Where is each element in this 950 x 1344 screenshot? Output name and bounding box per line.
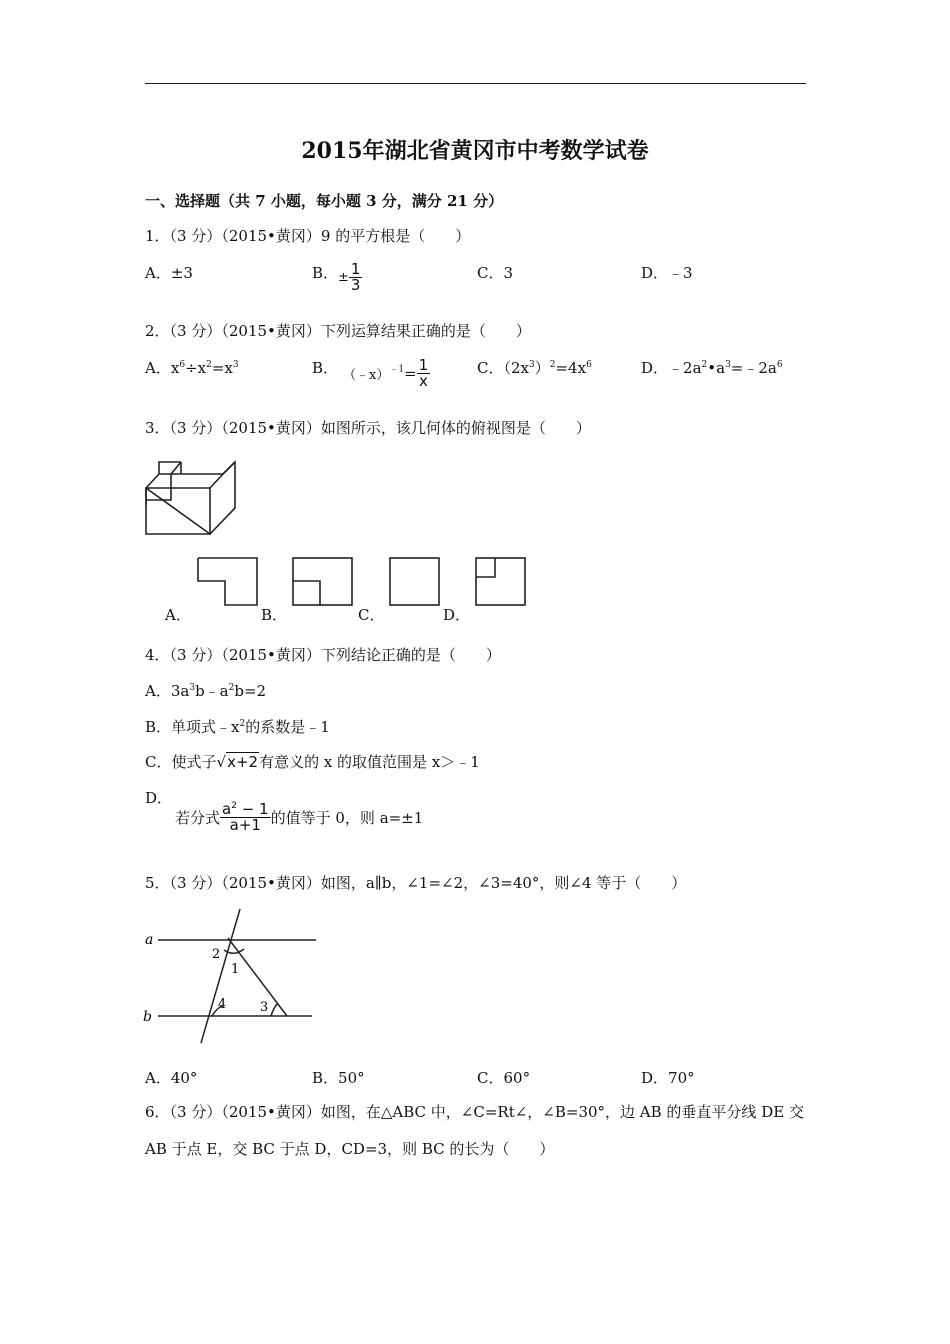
q2-option-b: （﹣x）$^{﹣1}$= $\frac{1}{x}$ bbox=[343, 356, 429, 390]
q1-b-numerator: 1 bbox=[350, 260, 361, 278]
q4-option-b: B．单项式$﹣x^2$的系数是﹣1 bbox=[145, 718, 330, 736]
q2-stem: 2．（3 分）（2015•黄冈）下列运算结果正确的是（ ） bbox=[145, 322, 531, 340]
q3-option-d-figure bbox=[475, 557, 527, 607]
q1-stem: 1．（3 分）（2015•黄冈）9 的平方根是（ ） bbox=[145, 227, 471, 245]
q4-stem: 4．（3 分）（2015•黄冈）下列结论正确的是（ ） bbox=[145, 646, 501, 664]
q1-option-b-value: ± $\frac{1}{3}$ bbox=[338, 260, 361, 294]
q3-option-c-figure bbox=[389, 557, 441, 607]
q4-option-c: C．使式子√x+2有意义的 x 的取值范围是 x＞﹣1 bbox=[145, 753, 480, 771]
angle-1-label: 1 bbox=[231, 962, 240, 977]
q3-option-b-figure bbox=[292, 557, 354, 607]
q5-option-c: C．60° bbox=[477, 1069, 531, 1087]
q4-option-d: 若分式 $\frac{a^2 - 1}{a+1}$ 的值等于 0，则 a=±1 bbox=[175, 800, 424, 834]
q5-option-d: D．70° bbox=[641, 1069, 695, 1087]
angle-4-label: 4 bbox=[218, 997, 227, 1012]
angle-2-label: 2 bbox=[212, 947, 221, 962]
page-title: 2015年湖北省黄冈市中考数学试卷 bbox=[301, 138, 649, 164]
q2-option-a: A．$x^6\div x^2=x^3$ bbox=[145, 359, 239, 377]
q3-option-d-label: D． bbox=[443, 606, 471, 624]
q3-option-c-label: C． bbox=[358, 606, 385, 624]
section-heading: 一、选择题（共 7 小题，每小题 3 分，满分 21 分） bbox=[145, 192, 504, 210]
top-rule bbox=[145, 83, 806, 84]
label-line-b: b bbox=[143, 1009, 152, 1025]
q2-option-c: C．$(2x^3)^2=4x^6$ bbox=[477, 359, 592, 377]
q1-option-b: B． bbox=[312, 264, 339, 282]
transversal-right bbox=[228, 938, 287, 1016]
q5-option-b: B．50° bbox=[312, 1069, 365, 1087]
q6-stem-line1: 6．（3 分）（2015•黄冈）如图，在△ABC 中，∠C=Rt∠，∠B=30°，边 AB 的垂直平分线 DE 交 bbox=[145, 1103, 804, 1121]
q4-c-radical: √x+2 bbox=[216, 753, 259, 771]
angle-3-label: 3 bbox=[260, 1000, 269, 1015]
q1-b-denominator: 3 bbox=[350, 276, 361, 294]
q1-option-d: D．﹣3 bbox=[641, 264, 693, 282]
q3-option-b-label: B． bbox=[261, 606, 288, 624]
q1-option-a: A．±3 bbox=[145, 264, 193, 282]
q3-stem: 3．（3 分）（2015•黄冈）如图所示，该几何体的俯视图是（ ） bbox=[145, 419, 591, 437]
q1-option-c: C．3 bbox=[477, 264, 514, 282]
label-line-a: a bbox=[145, 932, 154, 948]
q5-figure bbox=[140, 905, 320, 1045]
q2-option-b-label: B． bbox=[312, 359, 339, 377]
q4-option-a: A．$3a^3b﹣a^2b=2$ bbox=[145, 682, 267, 700]
q6-stem-line2: AB 于点 E，交 BC 于点 D，CD=3，则 BC 的长为（ ） bbox=[145, 1140, 555, 1158]
q2-option-d: D．$﹣2a^2•a^3=﹣2a^6$ bbox=[641, 359, 783, 377]
q3-option-a-figure bbox=[197, 557, 259, 607]
q5-stem: 5．（3 分）（2015•黄冈）如图，a∥b，∠1=∠2，∠3=40°，则∠4 等于（ ） bbox=[145, 874, 687, 892]
q3-solid-figure bbox=[145, 460, 237, 536]
q3-option-a-label: A． bbox=[165, 606, 191, 624]
q4-option-d-label: D． bbox=[145, 789, 173, 807]
q5-option-a: A．40° bbox=[145, 1069, 198, 1087]
